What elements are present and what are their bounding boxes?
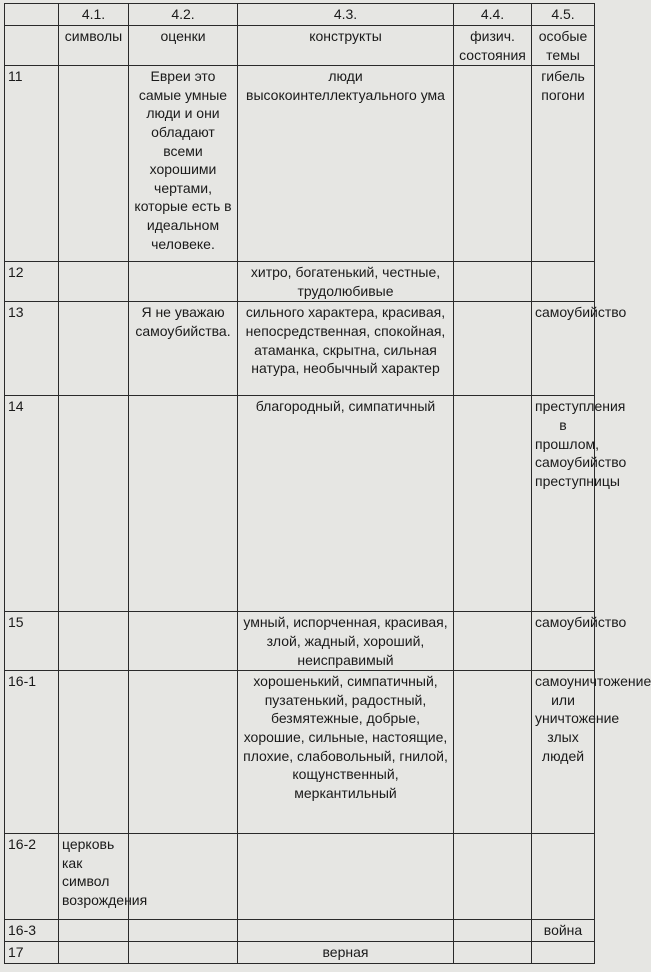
row-id: 12 xyxy=(5,262,59,302)
header-title-constructs: конструкты xyxy=(238,26,454,66)
header-number-5: 4.5. xyxy=(532,4,595,26)
header-title-themes: особые темы xyxy=(532,26,595,66)
row-id: 11 xyxy=(5,66,59,262)
header-number-4: 4.4. xyxy=(454,4,532,26)
row-id: 16-3 xyxy=(5,920,59,942)
symbols-cell xyxy=(59,612,129,671)
themes-cell: гибель погони xyxy=(532,66,595,262)
header-numbers-row xyxy=(5,4,595,26)
header-title-ratings: оценки xyxy=(129,26,238,66)
corner-cell xyxy=(5,4,59,26)
header-number-2: 4.2. xyxy=(129,4,238,26)
physical-cell xyxy=(454,66,532,262)
table-row xyxy=(5,942,595,964)
table-row xyxy=(5,671,595,834)
table-row xyxy=(5,66,595,262)
ratings-cell xyxy=(129,262,238,302)
themes-cell: самоуничтожение или уничтожение злых людей xyxy=(532,671,595,834)
symbols-cell xyxy=(59,671,129,834)
themes-cell xyxy=(532,834,595,920)
table-row xyxy=(5,302,595,396)
symbols-cell xyxy=(59,302,129,396)
ratings-cell xyxy=(129,612,238,671)
header-title-symbols: символы xyxy=(59,26,129,66)
constructs-cell: верная xyxy=(238,942,454,964)
constructs-cell xyxy=(238,920,454,942)
table-row xyxy=(5,262,595,302)
row-id: 16-2 xyxy=(5,834,59,920)
physical-cell xyxy=(454,942,532,964)
themes-cell: самоубийство xyxy=(532,612,595,671)
ratings-cell xyxy=(129,942,238,964)
table-row xyxy=(5,612,595,671)
themes-cell: самоубийство xyxy=(532,302,595,396)
table-row xyxy=(5,834,595,920)
ratings-cell xyxy=(129,920,238,942)
row-id: 15 xyxy=(5,612,59,671)
header-title-physical: физич. состояния xyxy=(454,26,532,66)
symbols-cell xyxy=(59,920,129,942)
row-id: 17 xyxy=(5,942,59,964)
header-number-3: 4.3. xyxy=(238,4,454,26)
physical-cell xyxy=(454,834,532,920)
constructs-cell: благородный, симпатичный xyxy=(238,396,454,612)
constructs-cell: люди высокоинтеллектуального ума xyxy=(238,66,454,262)
data-table xyxy=(4,3,651,964)
corner-cell xyxy=(5,26,59,66)
themes-cell: преступления в прошлом, самоубийство преступницы xyxy=(532,396,595,612)
physical-cell xyxy=(454,396,532,612)
table-row xyxy=(5,396,595,612)
symbols-cell xyxy=(59,396,129,612)
constructs-cell: хорошенький, симпатичный, пузатенький, радостный, безмятежные, добрые, хорошие, сильные, настоящие, плохие, слабовольный, гнилой, кощунственный, меркантильный xyxy=(238,671,454,834)
ratings-cell: Я не уважаю самоубийства. xyxy=(129,302,238,396)
physical-cell xyxy=(454,612,532,671)
header-number-1: 4.1. xyxy=(59,4,129,26)
physical-cell xyxy=(454,262,532,302)
ratings-cell xyxy=(129,671,238,834)
header-titles-row xyxy=(5,26,595,66)
themes-cell xyxy=(532,262,595,302)
constructs-cell: сильного характера, красивая, непосредственная, спокойная, атаманка, скрытна, сильная натура, необычный характер xyxy=(238,302,454,396)
constructs-cell: умный, испорченная, красивая, злой, жадный, хороший, неисправимый xyxy=(238,612,454,671)
ratings-cell: Евреи это самые умные люди и они обладают всеми хорошими чертами, которые есть в идеальном человеке. xyxy=(129,66,238,262)
constructs-cell xyxy=(238,834,454,920)
symbols-cell xyxy=(59,66,129,262)
symbols-cell xyxy=(59,262,129,302)
themes-cell xyxy=(532,942,595,964)
physical-cell xyxy=(454,671,532,834)
row-id: 14 xyxy=(5,396,59,612)
symbols-cell xyxy=(59,942,129,964)
constructs-cell: хитро, богатенький, честные, трудолюбивые xyxy=(238,262,454,302)
ratings-cell xyxy=(129,396,238,612)
physical-cell xyxy=(454,302,532,396)
physical-cell xyxy=(454,920,532,942)
row-id: 13 xyxy=(5,302,59,396)
symbols-cell: церковь как символ возрождения xyxy=(59,834,129,920)
table-row xyxy=(5,920,595,942)
themes-cell: война xyxy=(532,920,595,942)
row-id: 16-1 xyxy=(5,671,59,834)
